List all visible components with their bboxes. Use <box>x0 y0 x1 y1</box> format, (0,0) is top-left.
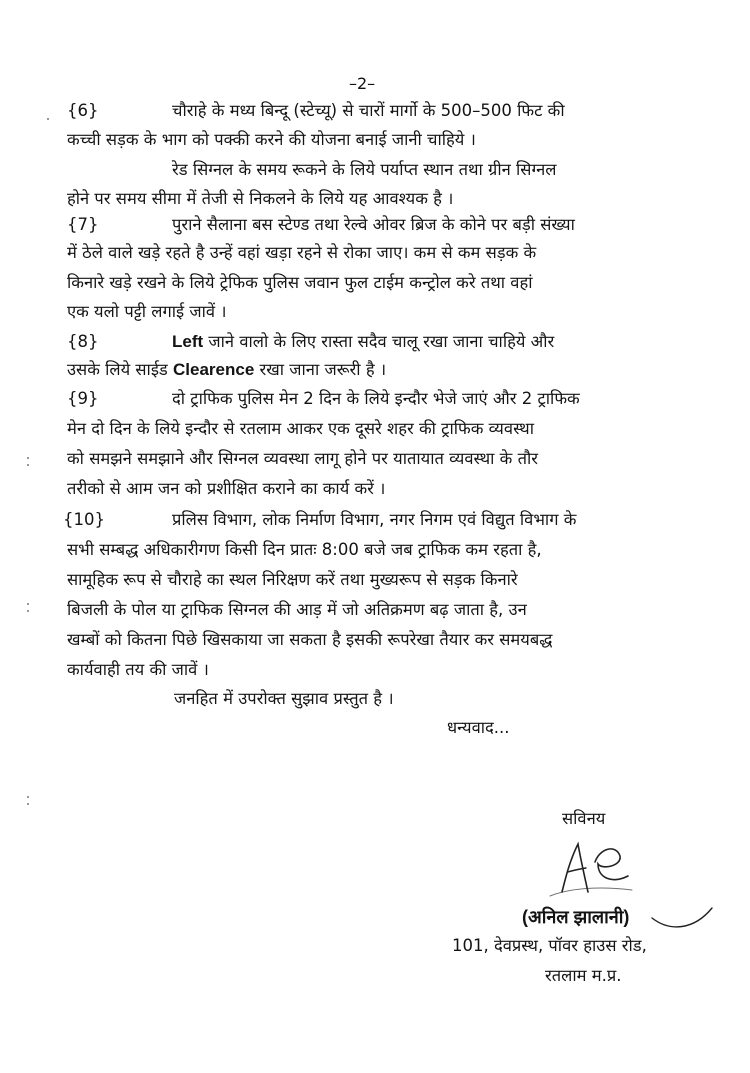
para-6-line-4: होने पर समय सीमा में तेजी से निकलने के लिये यह आवश्यक है । <box>67 189 454 208</box>
scan-speck <box>27 457 29 459</box>
para-10-number: {10} <box>63 510 105 529</box>
para-10-line-5: खम्बों को कितना पिछे खिसकाया जा सकता है इसकी रूपरेखा तैयार कर समयबद्ध <box>67 630 553 649</box>
para-10-line-3: सामूहिक रूप से चौराहे का स्थल निरिक्षण करें तथा मुख्यरूप से सड़क किनारे <box>67 570 518 589</box>
para-8-bold-clearence: Clearence <box>173 360 255 379</box>
para-8-line-1-text: जाने वालो के लिए रास्ता सदैव चालू रखा जाना चाहिये और <box>203 332 555 351</box>
para-10-line-6: कार्यवाही तय की जावें । <box>67 660 209 679</box>
address-line-2: रतलाम म.प्र. <box>545 966 622 985</box>
para-8-line-2-post: रखा जाना जरूरी है । <box>254 360 387 379</box>
para-10-line-2: सभी सम्बद्ध अधिकारीगण किसी दिन प्रातः 8:00 बजे जब ट्राफिक कम रहता है, <box>67 540 542 559</box>
page-number: –2– <box>349 74 376 93</box>
para-7-line-4: एक यलो पट्टी लगाई जावें । <box>67 302 227 321</box>
para-6-line-2: कच्ची सड़क के भाग को पक्की करने की योजना बनाई जानी चाहिये । <box>67 130 476 149</box>
para-6-line-3: रेड सिग्नल के समय रूकने के लिये पर्याप्त स्थान तथा ग्रीन सिग्नल <box>172 160 557 179</box>
signature-tail <box>650 898 720 934</box>
para-7-line-1: पुराने सैलाना बस स्टेण्ड तथा रेल्वे ओवर ब्रिज के कोने पर बड़ी संख्या <box>172 215 575 234</box>
scan-speck <box>27 610 29 612</box>
para-9-line-4: तरीको से आम जन को प्रशीक्षित कराने का कार्य करें । <box>67 479 386 498</box>
para-9-line-2: मेन दो दिन के लिये इन्दौर से रतलाम आकर एक दूसरे शहर की ट्राफिक व्यवस्था <box>67 419 534 438</box>
para-8-number: {8} <box>67 332 99 351</box>
para-7-line-3: किनारे खड़े रखने के लिये ट्रेफिक पुलिस जवान फुल टाईम कन्ट्रोल करे तथा वहां <box>67 273 533 292</box>
scan-speck <box>27 603 29 605</box>
signatory-name: (अनिल झालानी) <box>522 907 630 927</box>
para-8-line-1 <box>172 331 554 353</box>
para-9-line-1: दो ट्राफिक पुलिस मेन 2 दिन के लिये इन्दौर भेजे जाएं और 2 ट्राफिक <box>172 389 580 408</box>
para-9-number: {9} <box>67 389 99 408</box>
para-7-number: {7} <box>67 215 99 234</box>
para-6-number: {6} <box>67 101 99 120</box>
signature-scribble <box>540 826 670 906</box>
para-7-line-2: में ठेले वाले खड़े रहते है उन्हें वहां खड़ा रहने से रोका जाए। कम से कम सड़क के <box>67 243 537 262</box>
scan-speck <box>27 464 29 466</box>
para-8-bold-left: Left <box>172 332 204 351</box>
address-line-1: 101, देवप्रस्थ, पॉवर हाउस रोड, <box>452 936 647 955</box>
para-6-line-1: चौराहे के मध्य बिन्दू (स्टेच्यू) से चारों मार्गो के 500–500 फिट की <box>172 101 565 120</box>
para-10-line-1: प्रलिस विभाग, लोक निर्माण विभाग, नगर निगम एवं विद्युत विभाग के <box>172 510 577 529</box>
para-8-line-2 <box>67 359 386 381</box>
para-8-line-2-pre: उसके लिये साईड <box>67 360 173 379</box>
scan-speck <box>27 803 29 805</box>
closing-thanks: धन्यवाद... <box>447 718 510 737</box>
scan-speck <box>27 796 29 798</box>
para-10-line-4: बिजली के पोल या ट्राफिक सिग्नल की आड़ में जो अतिक्रमण बढ़ जाता है, उन <box>67 600 527 619</box>
para-9-line-3: को समझने समझाने और सिग्नल व्यवस्था लागू होने पर यातायात व्यवस्था के तौर <box>67 449 539 468</box>
scan-speck <box>47 118 49 120</box>
closing-regards: सविनय <box>562 809 606 828</box>
closing-suggestion: जनहित में उपरोक्त सुझाव प्रस्तुत है । <box>174 689 394 708</box>
